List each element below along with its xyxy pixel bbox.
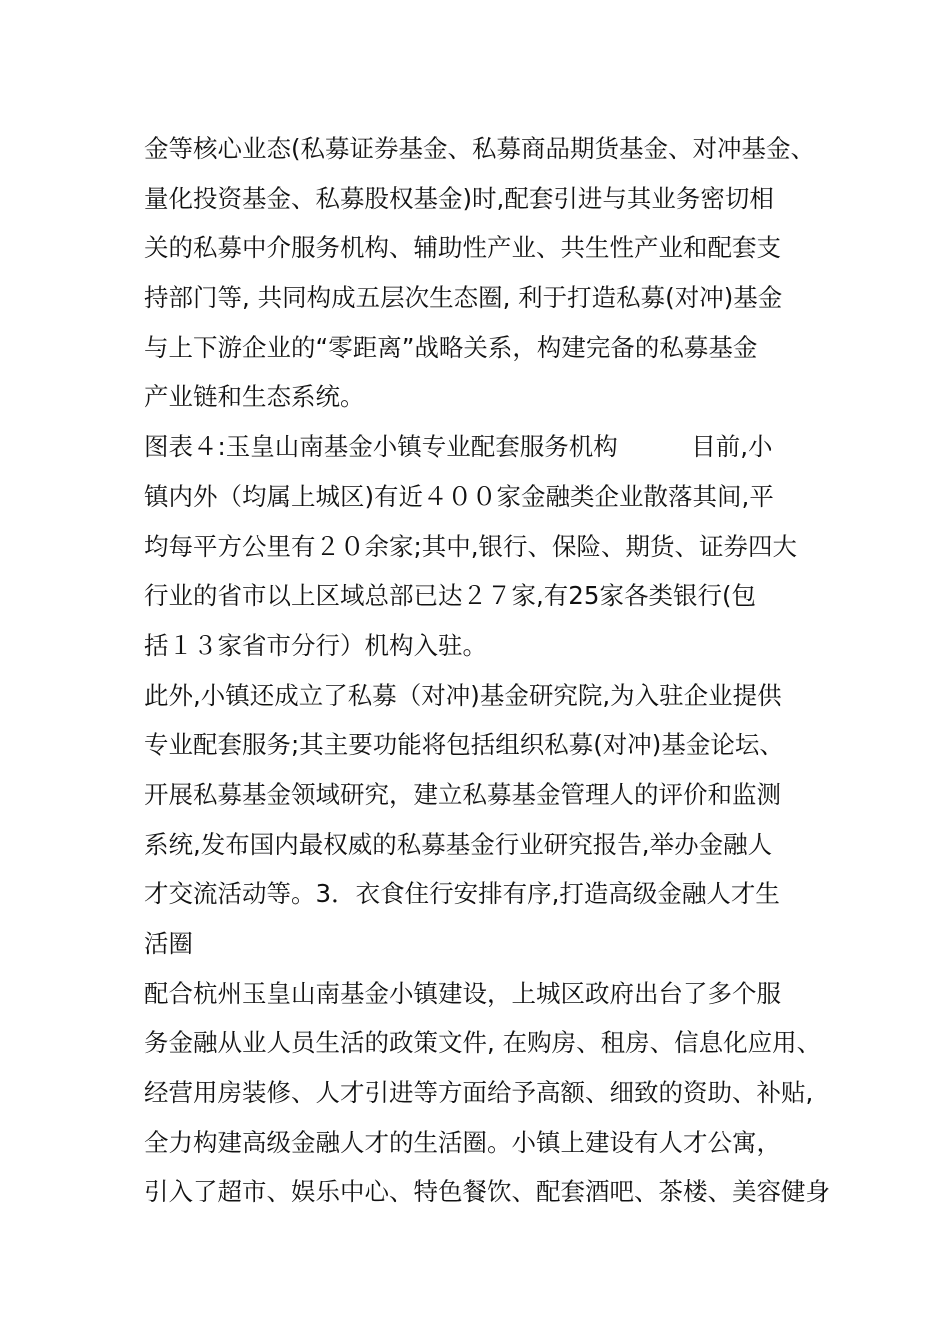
text-line: 经营用房装修、人才引进等方面给予高额、细致的资助、补贴, bbox=[144, 1078, 814, 1108]
text-line: 系统,发布国内最权威的私募基金行业研究报告,举办金融人 bbox=[144, 829, 773, 859]
text-line: 才交流活动等。3．衣食住行安排有序,打造高级金融人才生 bbox=[144, 879, 780, 909]
text-line: 活圈 bbox=[144, 929, 193, 958]
text-line: 持部门等, 共同构成五层次生态圈, 利于打造私募(对冲)基金 bbox=[144, 283, 783, 313]
text-line: 全力构建高级金融人才的生活圈。小镇上建设有人才公寓， bbox=[144, 1127, 781, 1157]
text-line: 量化投资基金、私募股权基金)时,配套引进与其业务密切相 bbox=[144, 183, 774, 213]
text-line: 行业的省市以上区域总部已达２７家,有25家各类银行(包 bbox=[144, 581, 757, 611]
text-line: 镇内外（均属上城区)有近４００家金融类企业散落其间,平 bbox=[144, 481, 774, 511]
text-line: 与上下游企业的“零距离”战略关系，构建完备的私募基金 bbox=[144, 332, 758, 362]
figure-caption-line: 图表４:玉皇山南基金小镇专业配套服务机构 目前,小 bbox=[144, 432, 773, 462]
text-line: 括１３家省市分行）机构入驻。 bbox=[144, 630, 487, 660]
text-line: 关的私募中介服务机构、辅助性产业、共生性产业和配套支 bbox=[144, 233, 781, 263]
text-line: 专业配套服务;其主要功能将包括组织私募(对冲)基金论坛、 bbox=[144, 730, 784, 760]
text-line: 务金融从业人员生活的政策文件, 在购房、租房、信息化应用、 bbox=[144, 1028, 822, 1058]
text-line: 金等核心业态(私募证券基金、私募商品期货基金、对冲基金、 bbox=[144, 134, 816, 163]
text-line: 均每平方公里有２０余家;其中,银行、保险、期货、证券四大 bbox=[144, 531, 798, 561]
text-line: 引入了超市、娱乐中心、特色餐饮、配套酒吧、茶楼、美容健身 bbox=[144, 1177, 830, 1207]
document-body bbox=[144, 124, 834, 1217]
text-line: 此外,小镇还成立了私募（对冲)基金研究院,为入驻企业提供 bbox=[144, 680, 782, 710]
text-line: 产业链和生态系统。 bbox=[144, 382, 365, 412]
text-line: 开展私募基金领域研究，建立私募基金管理人的评价和监测 bbox=[144, 779, 781, 809]
text-line: 配合杭州玉皇山南基金小镇建设，上城区政府出台了多个服 bbox=[144, 978, 781, 1008]
